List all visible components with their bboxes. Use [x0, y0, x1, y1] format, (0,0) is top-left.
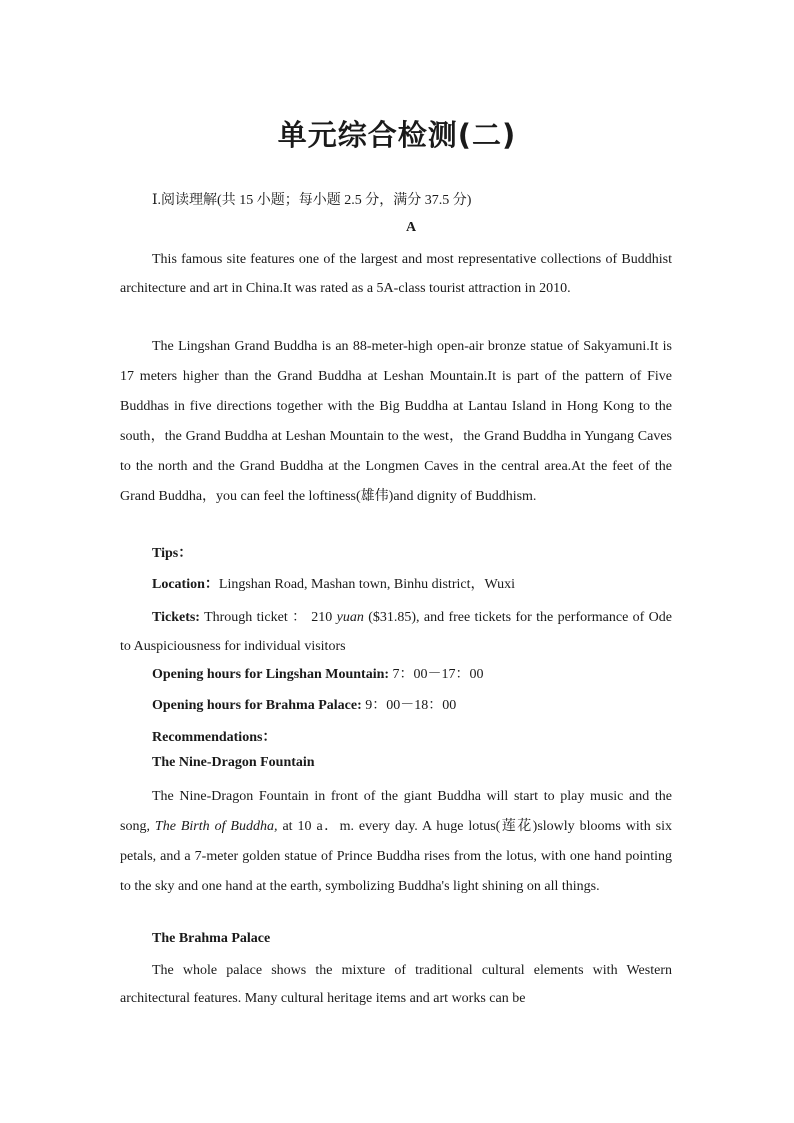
hours-mountain-label: Opening hours for Lingshan Mountain: [152, 667, 390, 682]
fountain-heading: The Nine-Dragon Fountain [152, 755, 315, 770]
tickets-value-after: ($31.85), and free tickets for the performance of Ode to Auspiciousness for individual visitors [120, 610, 672, 654]
palace-heading-line [152, 931, 270, 947]
tickets-currency: yuan [336, 610, 364, 625]
recommendations-label: Recommendations： [152, 730, 277, 745]
tickets-value-before: Through ticket ： 210 [199, 610, 337, 625]
document-title: 单元综合检测(二) [277, 118, 517, 152]
recommendations-heading [152, 726, 276, 746]
paragraph-intro: This famous site features one of the largest and most representative collections of Buddhist architecture and art in China.It was rated as a 5A-class tourist attraction in 2010. [120, 252, 672, 296]
paragraph-fountain [120, 782, 672, 902]
hours-palace-value: 9：00－18：00 [361, 698, 457, 713]
fountain-text-after: at 10 a．m. every day. A huge lotus(莲花)slowly blooms with six petals, and a 7-meter golden statue of Prince Buddha rises from the lotus, with one hand pointing to the sky and one hand at the earth, symbolizing Buddha's light shining on all things. [120, 819, 672, 894]
hours-mountain-line [152, 663, 484, 683]
location-value: Lingshan Road, Mashan town, Binhu district，Wuxi [218, 577, 516, 592]
tips-heading [152, 542, 192, 562]
fountain-heading-line [152, 755, 315, 771]
paragraph-palace: The whole palace shows the mixture of traditional cultural elements with Western architectural features. Many cultural heritage items and art works can be [120, 963, 672, 1006]
tips-label: Tips： [152, 546, 193, 561]
section-heading: Ⅰ.阅读理解(共 15 小题；每小题 2.5 分，满分 37.5 分) [152, 193, 472, 208]
tickets-paragraph [120, 603, 672, 661]
hours-palace-line [152, 694, 456, 714]
fountain-song-title: The Birth of Buddha, [154, 819, 278, 834]
hours-palace-label: Opening hours for Brahma Palace: [152, 698, 362, 713]
location-line [152, 573, 515, 593]
palace-heading: The Brahma Palace [152, 931, 271, 946]
tickets-label: Tickets: [152, 610, 200, 625]
location-label: Location： [152, 577, 219, 592]
fountain-text-before: The Nine-Dragon Fountain in front of the giant Buddha will start to play music and the song, [120, 789, 672, 834]
paragraph-grand-buddha: The Lingshan Grand Buddha is an 88-meter-high open-air bronze statue of Sakyamuni.It is 17 meters higher than the Grand Buddha at Leshan Mountain.It is part of the pattern of Five Buddhas in five directions together with the Big Buddha at Lantau Island in Hong Kong to the south，the Grand Buddha at Leshan Mountain to the west，the Grand Buddha in Yungang Caves to the north and the Grand Buddha at the Longmen Caves in the central area.At the feet of the Grand Buddha，you can feel the loftiness(雄伟)and dignity of Buddhism. [120, 339, 672, 504]
hours-mountain-value: 7：00－17：00 [389, 667, 484, 682]
passage-letter: A [405, 220, 417, 235]
